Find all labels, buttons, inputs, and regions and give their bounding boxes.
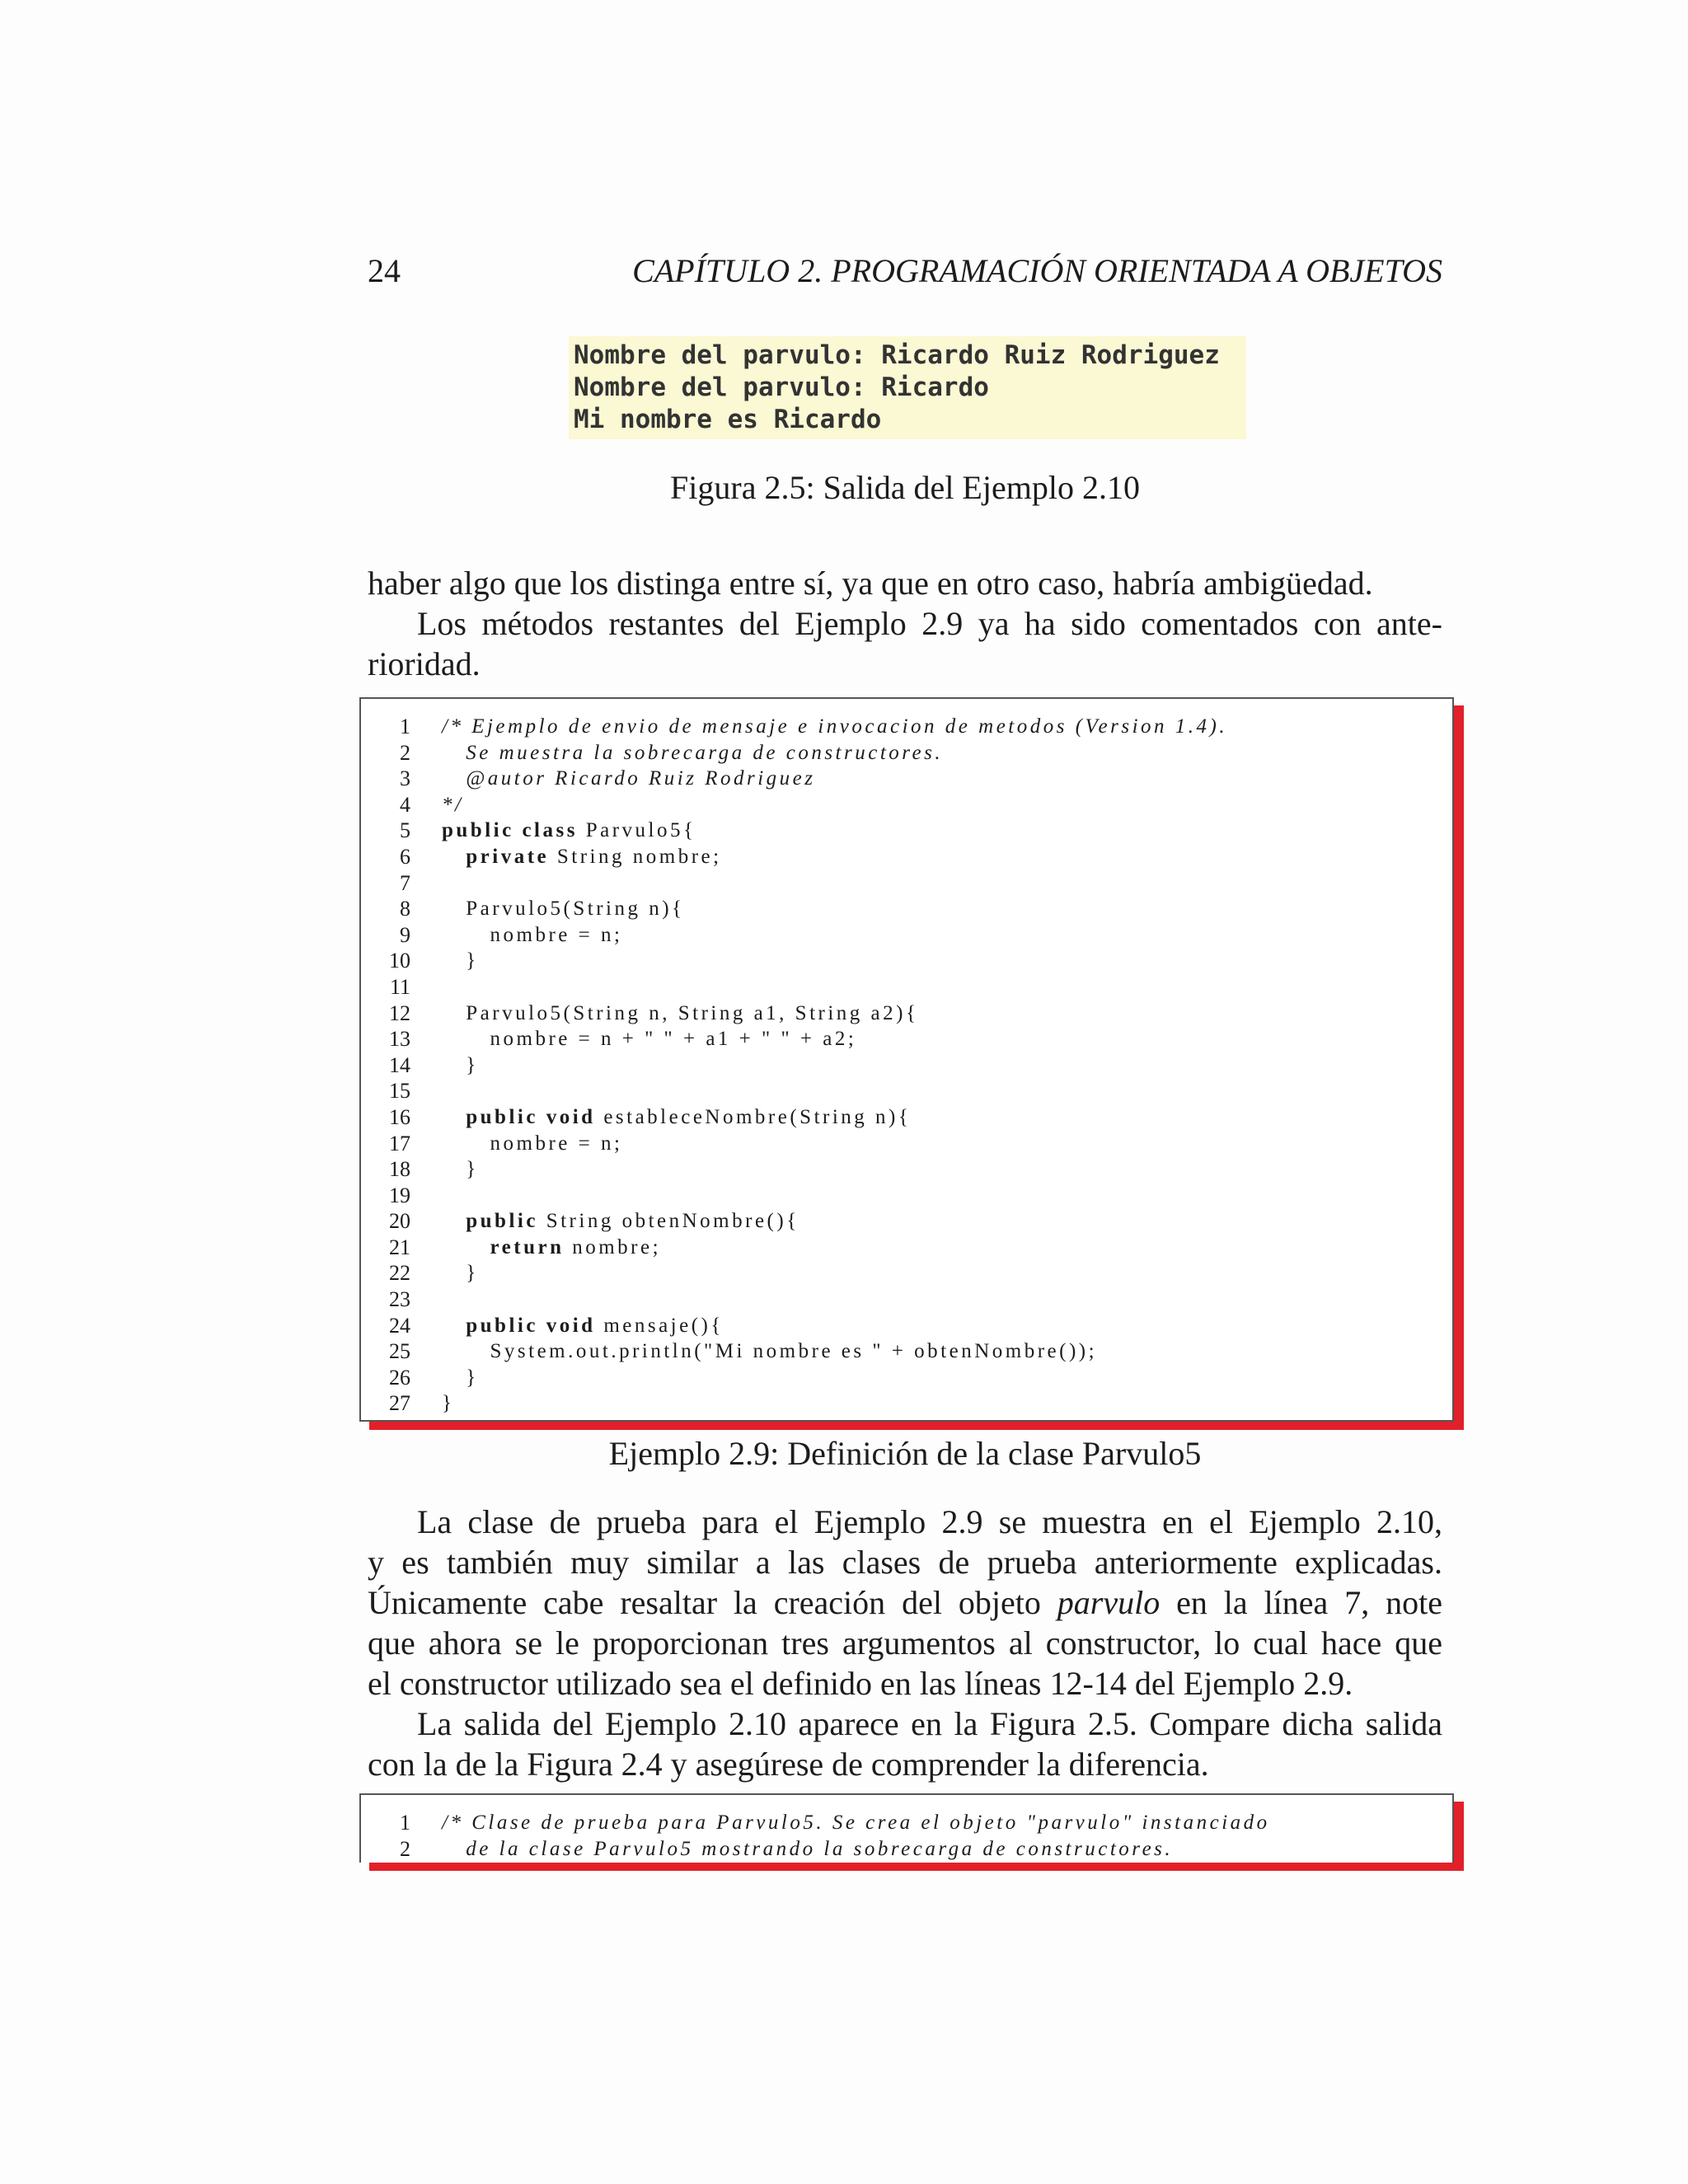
code-text <box>442 1338 1097 1365</box>
line-number: 27 <box>389 1391 410 1416</box>
terminal-line: Nombre del parvulo: Ricardo Ruiz Rodriguez <box>574 340 1220 370</box>
code-text <box>442 1026 856 1052</box>
code-content: } <box>442 1262 479 1285</box>
code-content: } <box>442 1392 455 1415</box>
code-text <box>442 1260 479 1286</box>
code-listing-prueba-parvulo5 <box>359 1793 1454 1863</box>
code-text <box>442 1001 918 1027</box>
code-content: Parvulo5{ <box>577 819 696 842</box>
line-number: 15 <box>389 1079 410 1104</box>
figure-caption: Figura 2.5: Salida del Ejemplo 2.10 <box>670 469 1140 506</box>
line-number: 17 <box>389 1131 410 1155</box>
terminal-line: Mi nombre es Ricardo <box>574 405 882 434</box>
paragraph-line: el constructor utilizado sea el definido en las líneas 12-14 del Ejemplo 2.9. <box>368 1665 1353 1702</box>
code-content: String nombre; <box>549 845 722 868</box>
code-text <box>442 740 943 766</box>
code-text <box>442 818 696 844</box>
text-run: en la línea 7, note <box>1176 1584 1442 1621</box>
example-caption: Ejemplo 2.9: Definición de la clase Parvulo5 <box>608 1435 1202 1472</box>
code-text <box>442 1365 479 1391</box>
line-number: 19 <box>389 1183 410 1207</box>
code-content: */ <box>442 793 464 816</box>
line-number: 3 <box>400 766 410 791</box>
terminal-line: Nombre del parvulo: Ricardo <box>574 373 989 402</box>
line-number: 22 <box>389 1261 410 1286</box>
code-text <box>442 714 1227 740</box>
code-text <box>442 1052 479 1079</box>
code-content: nombre = n; <box>442 1132 623 1155</box>
paragraph-line: rioridad. <box>368 645 481 682</box>
line-number: 21 <box>389 1235 410 1259</box>
chapter-title: CAPÍTULO 2. PROGRAMACIÓN ORIENTADA A OBJETOS <box>632 252 1442 289</box>
code-text <box>442 1810 1270 1836</box>
code-text <box>442 792 463 818</box>
paragraph-line: y es también muy similar a las clases de prueba anteriormente explicadas. <box>368 1544 1442 1581</box>
line-number: 2 <box>400 740 410 765</box>
line-number: 16 <box>389 1104 410 1129</box>
code-text <box>442 1836 1173 1863</box>
code-content: } <box>442 949 479 972</box>
code-content: nombre = n + " " + a1 + " " + a2; <box>442 1028 857 1051</box>
code-content: } <box>442 1158 479 1181</box>
code-keyword: public <box>466 1210 538 1233</box>
code-content: mensaje(){ <box>595 1314 724 1337</box>
code-text <box>442 1313 724 1339</box>
line-number: 6 <box>400 844 410 869</box>
code-content: String obtenNombre(){ <box>537 1210 799 1233</box>
code-listing-parvulo5 <box>359 697 1454 1422</box>
paragraph-line: La clase de prueba para el Ejemplo 2.9 se muestra en el Ejemplo 2.10, <box>417 1503 1442 1540</box>
code-text <box>442 1208 799 1235</box>
code-keyword: public class <box>442 819 578 842</box>
paragraph-line: haber algo que los distinga entre sí, ya que en otro caso, habría ambigüedad. <box>368 565 1373 602</box>
code-text <box>442 1390 455 1417</box>
code-text <box>442 1156 479 1183</box>
code-text <box>442 1104 911 1131</box>
code-keyword: return <box>490 1235 565 1258</box>
code-keyword: private <box>466 845 550 868</box>
code-content: } <box>442 1366 479 1389</box>
paragraph-line: que ahora se le proporcionan tres argumentos al constructor, lo cual hace que <box>368 1624 1442 1661</box>
italic-term: parvulo <box>1057 1584 1160 1621</box>
code-text <box>442 766 816 792</box>
code-text <box>442 896 685 922</box>
line-number: 14 <box>389 1052 410 1077</box>
line-number: 12 <box>389 1001 410 1025</box>
line-number: 23 <box>389 1287 410 1312</box>
code-content: @autor Ricardo Ruiz Rodriguez <box>442 767 816 790</box>
paragraph-line <box>368 1582 1442 1623</box>
line-number: 26 <box>389 1365 410 1390</box>
line-number: 8 <box>400 897 410 921</box>
line-number: 2 <box>400 1836 410 1861</box>
code-text <box>442 844 722 870</box>
code-keyword: public void <box>466 1314 596 1337</box>
line-number: 7 <box>400 870 410 895</box>
code-content: Se muestra la sobrecarga de constructores. <box>442 741 944 764</box>
line-number: 4 <box>400 792 410 817</box>
code-content: Parvulo5(String n){ <box>442 898 685 921</box>
paragraph-line: La salida del Ejemplo 2.10 aparece en la Figura 2.5. Compare dicha salida <box>417 1705 1442 1742</box>
code-content: nombre = n; <box>442 923 623 946</box>
line-number: 1 <box>400 1811 410 1835</box>
line-number: 13 <box>389 1027 410 1052</box>
line-number: 10 <box>389 949 410 973</box>
code-content: estableceNombre(String n){ <box>595 1105 912 1128</box>
paragraph-line: con la de la Figura 2.4 y asegúrese de comprender la diferencia. <box>368 1746 1209 1783</box>
paragraph-1 <box>368 563 1442 684</box>
line-number: 11 <box>389 974 410 999</box>
line-number: 24 <box>389 1313 410 1338</box>
line-number: 5 <box>400 818 410 843</box>
code-content: /* Ejemplo de envio de mensaje e invocacion de metodos (Version 1.4). <box>442 715 1228 738</box>
code-content: Parvulo5(String n, String a1, String a2){ <box>442 1001 919 1024</box>
code-content: nombre; <box>564 1235 662 1258</box>
code-content: } <box>442 1053 479 1076</box>
line-number: 20 <box>389 1209 410 1234</box>
code-content: System.out.println("Mi nombre es " + obtenNombre()); <box>442 1340 1098 1363</box>
code-content: /* Clase de prueba para Parvulo5. Se crea el objeto "parvulo" instanciado <box>442 1811 1270 1834</box>
page-number: 24 <box>368 252 401 289</box>
code-text <box>442 1131 622 1157</box>
paragraph-line: Los métodos restantes del Ejemplo 2.9 ya ha sido comentados con ante- <box>417 605 1442 642</box>
line-number: 1 <box>400 715 410 738</box>
line-number: 9 <box>400 922 410 947</box>
code-text <box>442 1235 661 1261</box>
line-number: 25 <box>389 1339 410 1364</box>
code-keyword: public void <box>466 1105 596 1128</box>
code-text <box>442 922 622 949</box>
code-text <box>442 948 479 974</box>
code-content: de la clase Parvulo5 mostrando la sobrecarga de constructores. <box>442 1837 1174 1860</box>
terminal-output <box>569 336 1246 439</box>
paragraph-2 <box>368 1502 1442 1784</box>
text-run: Únicamente cabe resaltar la creación del objeto <box>368 1584 1041 1621</box>
line-number: 18 <box>389 1157 410 1182</box>
